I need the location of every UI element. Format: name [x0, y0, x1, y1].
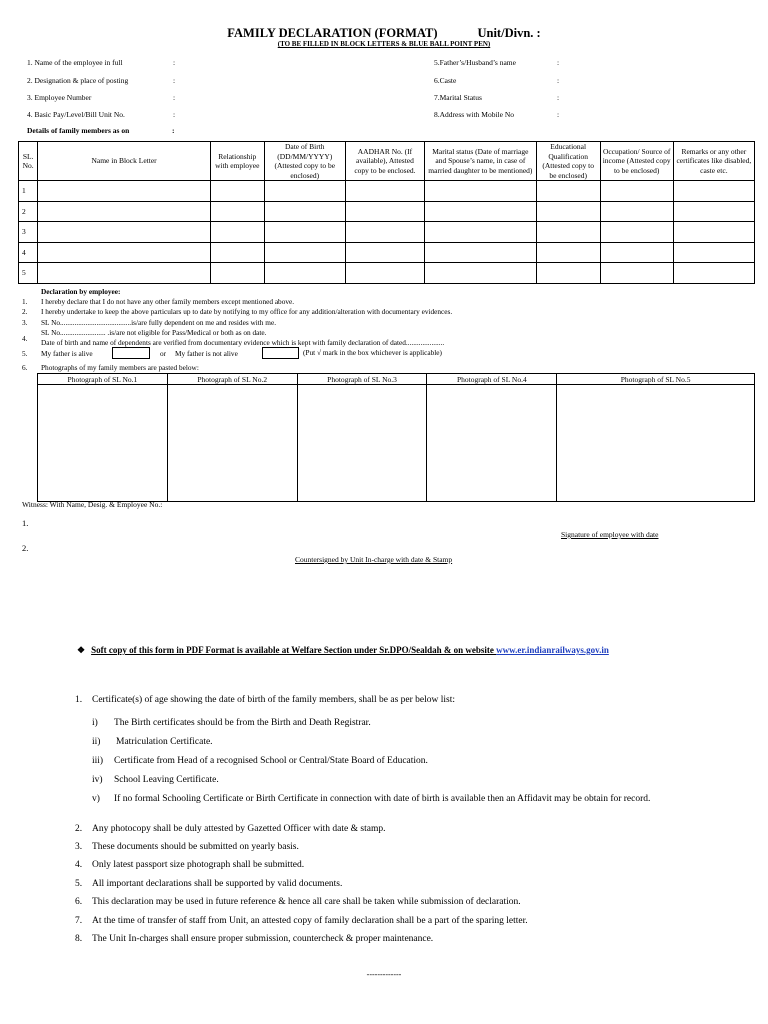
table-cell[interactable]	[345, 263, 424, 284]
declaration-item-number: 1.	[22, 297, 28, 306]
col-dob: Date of Birth (DD/MM/YYYY) (Attested copy to be enclosed)	[264, 142, 345, 181]
photo-slot-2[interactable]	[167, 385, 297, 502]
employee-signature-label: Signature of employee with date	[561, 530, 659, 539]
table-cell[interactable]	[673, 201, 754, 222]
table-cell[interactable]	[673, 181, 754, 202]
table-cell[interactable]	[264, 263, 345, 284]
father-alive-checkbox[interactable]	[112, 347, 150, 359]
note-number: 2.	[75, 824, 83, 834]
diamond-bullet-icon: ❖	[77, 645, 86, 655]
table-cell[interactable]	[600, 181, 673, 202]
table-cell[interactable]	[264, 242, 345, 263]
colon: :	[173, 58, 176, 67]
family-details-label: Details of family members as on	[27, 126, 130, 135]
table-cell[interactable]	[425, 222, 537, 243]
witness-2: 2.	[22, 543, 29, 553]
table-cell[interactable]	[264, 201, 345, 222]
sub-note-number: iii)	[92, 756, 104, 766]
sub-note-item: If no formal Schooling Certificate or Birth Certificate in connection with date of birth is available then an Affidavit may be obtain for record.	[114, 794, 651, 804]
table-cell[interactable]	[264, 222, 345, 243]
table-row	[19, 201, 755, 222]
field-marital-status: 7.Marital Status	[434, 93, 482, 102]
note-number: 7.	[75, 916, 83, 926]
sub-note-item: The Birth certificates should be from the Birth and Death Registrar.	[114, 718, 371, 728]
note-item: This declaration may be used in future reference & hence all care shall be taken while submission of declaration.	[92, 897, 521, 907]
photo-slot-3[interactable]	[297, 385, 427, 502]
note-number: 1.	[75, 695, 83, 705]
note-item: At the time of transfer of staff from Unit, an attested copy of family declaration shall be a part of the sparing letter.	[92, 916, 528, 926]
photo-slot-5[interactable]	[557, 385, 755, 502]
row-number: 3	[19, 222, 38, 243]
field-designation: 2. Designation & place of posting	[27, 76, 129, 85]
note-number: 8.	[75, 934, 83, 944]
father-not-alive-checkbox[interactable]	[262, 347, 299, 359]
photo-header-3: Photograph of SL No.3	[297, 374, 427, 385]
softcopy-note	[77, 645, 609, 656]
field-caste: 6.Caste	[434, 76, 457, 85]
col-education: Educational Qualification (Attested copy to be enclosed)	[536, 142, 600, 181]
put-mark-instruction: (Put √ mark in the box whichever is applicable)	[303, 348, 442, 357]
sub-note-number: i)	[92, 718, 98, 728]
field-employee-name: 1. Name of the employee in full	[27, 58, 123, 67]
photo-header-5: Photograph of SL No.5	[557, 374, 755, 385]
col-occupation: Occupation/ Source of income (Attested copy to be enclosed)	[600, 142, 673, 181]
countersign-label: Countersigned by Unit In-charge with date & Stamp	[295, 555, 453, 564]
table-cell[interactable]	[673, 242, 754, 263]
table-cell[interactable]	[210, 222, 264, 243]
table-cell[interactable]	[600, 263, 673, 284]
colon: :	[173, 93, 176, 102]
declaration-item-number: 3.	[22, 318, 28, 327]
photo-header-4: Photograph of SL No.4	[427, 374, 557, 385]
note-number: 6.	[75, 897, 83, 907]
table-cell[interactable]	[425, 242, 537, 263]
table-cell[interactable]	[38, 222, 211, 243]
table-row	[19, 242, 755, 263]
table-cell[interactable]	[673, 222, 754, 243]
col-aadhar: AADHAR No. (If available), Attested copy to be enclosed.	[345, 142, 424, 181]
sub-note-item: Certificate from Head of a recognised School or Central/State Board of Education.	[114, 756, 428, 766]
note-item: Only latest passport size photograph shall be submitted.	[92, 860, 305, 870]
table-cell[interactable]	[425, 181, 537, 202]
father-alive-label: My father is alive	[41, 349, 93, 358]
declaration-item: Date of birth and name of dependents are verified from documentary evidence which is kept with family declaration of dated.....................	[41, 338, 445, 347]
col-name: Name in Block Letter	[38, 142, 211, 181]
declaration-item-number: 4.	[22, 334, 28, 343]
col-remarks: Remarks or any other certificates like disabled, caste etc.	[673, 142, 754, 181]
declaration-item-number: 6.	[22, 363, 28, 372]
table-cell[interactable]	[600, 242, 673, 263]
photographs-label: Photographs of my family members are pasted below:	[41, 363, 199, 372]
table-header-row	[19, 142, 755, 181]
sub-note-number: ii)	[92, 737, 101, 747]
note-item: All important declarations shall be supported by valid documents.	[92, 879, 343, 889]
colon: :	[173, 76, 176, 85]
field-father-husband-name: 5.Father’s/Husband’s name	[434, 58, 516, 67]
unit-divn-label: Unit/Divn. :	[477, 26, 541, 40]
table-cell[interactable]	[536, 242, 600, 263]
table-cell[interactable]	[600, 222, 673, 243]
note-item: Any photocopy shall be duly attested by Gazetted Officer with date & stamp.	[92, 824, 386, 834]
witness-1: 1.	[22, 518, 29, 528]
footer-divider: -------------	[366, 970, 402, 979]
table-cell[interactable]	[673, 263, 754, 284]
sub-note-item: School Leaving Certificate.	[114, 775, 219, 785]
row-number: 2	[19, 201, 38, 222]
colon: :	[173, 110, 176, 119]
field-basic-pay: 4. Basic Pay/Level/Bill Unit No.	[27, 110, 125, 119]
note-item: Certificate(s) of age showing the date of birth of the family members, shall be as per below list:	[92, 695, 456, 705]
note-number: 4.	[75, 860, 83, 870]
table-cell[interactable]	[345, 242, 424, 263]
table-cell[interactable]	[345, 222, 424, 243]
colon: :	[557, 76, 560, 85]
witness-label: Witness: With Name, Desig. & Employee No.:	[22, 500, 163, 509]
family-members-table	[18, 141, 755, 284]
colon: :	[172, 126, 175, 135]
declaration-item-number: 2.	[22, 307, 28, 316]
declaration-item: SL No.......................................is/are fully dependent on me and resides with me.	[41, 318, 277, 327]
father-not-alive-label: My father is not alive	[175, 349, 238, 358]
table-cell[interactable]	[38, 201, 211, 222]
photo-header-1: Photograph of SL No.1	[38, 374, 168, 385]
table-cell[interactable]	[210, 242, 264, 263]
table-cell[interactable]	[425, 201, 537, 222]
table-cell[interactable]	[345, 201, 424, 222]
table-cell[interactable]	[210, 181, 264, 202]
declaration-item: I hereby undertake to keep the above particulars up to date by notifying to my office for any addition/alteration with documentary evidences.	[41, 307, 453, 316]
note-item: These documents should be submitted on yearly basis.	[92, 842, 299, 852]
table-cell[interactable]	[536, 181, 600, 202]
sub-note-number: v)	[92, 794, 100, 804]
photographs-table	[37, 373, 755, 502]
photo-header-2: Photograph of SL No.2	[167, 374, 297, 385]
row-number: 4	[19, 242, 38, 263]
field-address-mobile: 8.Address with Mobile No	[434, 110, 514, 119]
table-cell[interactable]	[536, 263, 600, 284]
row-number: 5	[19, 263, 38, 284]
table-row	[19, 222, 755, 243]
col-sl-no: SL. No.	[19, 142, 38, 181]
col-relationship: Relationship with employee	[210, 142, 264, 181]
form-subtitle: (TO BE FILLED IN BLOCK LETTERS & BLUE BALL POINT PEN)	[277, 40, 491, 48]
note-item: The Unit In-charges shall ensure proper submission, countercheck & proper maintenance.	[92, 934, 434, 944]
colon: :	[557, 110, 560, 119]
table-cell[interactable]	[536, 201, 600, 222]
table-row	[19, 263, 755, 284]
table-cell[interactable]	[38, 263, 211, 284]
photo-slot-4[interactable]	[427, 385, 557, 502]
colon: :	[557, 58, 560, 67]
row-number: 1	[19, 181, 38, 202]
table-cell[interactable]	[210, 201, 264, 222]
table-cell[interactable]	[38, 181, 211, 202]
table-row	[19, 181, 755, 202]
col-marital-status: Marital status (Date of marriage and Spouse’s name, in case of married daughter to be mentioned)	[425, 142, 537, 181]
table-cell[interactable]	[38, 242, 211, 263]
softcopy-text: Soft copy of this form in PDF Format is available at Welfare Section under Sr.DPO/Sealdah & on website	[91, 645, 497, 655]
table-cell[interactable]	[536, 222, 600, 243]
table-cell[interactable]	[210, 263, 264, 284]
table-cell[interactable]	[425, 263, 537, 284]
colon: :	[557, 93, 560, 102]
table-cell[interactable]	[345, 181, 424, 202]
photo-slot-1[interactable]	[38, 385, 168, 502]
table-cell[interactable]	[600, 201, 673, 222]
sub-note-number: iv)	[92, 775, 103, 785]
declaration-item: I hereby declare that I do not have any other family members except mentioned above.	[41, 297, 295, 306]
form-title: FAMILY DECLARATION (FORMAT) Unit/Divn. :	[227, 26, 541, 40]
note-number: 5.	[75, 879, 83, 889]
table-cell[interactable]	[264, 181, 345, 202]
or-label: or	[160, 349, 167, 358]
website-link[interactable]: www.er.indianrailways.gov.in	[496, 645, 609, 655]
declaration-item: SL No......................... .is/are not eligible for Pass/Medical or both as on date.	[41, 328, 267, 337]
sub-note-item: Matriculation Certificate.	[116, 737, 213, 747]
note-number: 3.	[75, 842, 83, 852]
declaration-item-number: 5.	[22, 349, 28, 358]
field-employee-number: 3. Employee Number	[27, 93, 92, 102]
declaration-heading: Declaration by employee:	[41, 287, 121, 296]
